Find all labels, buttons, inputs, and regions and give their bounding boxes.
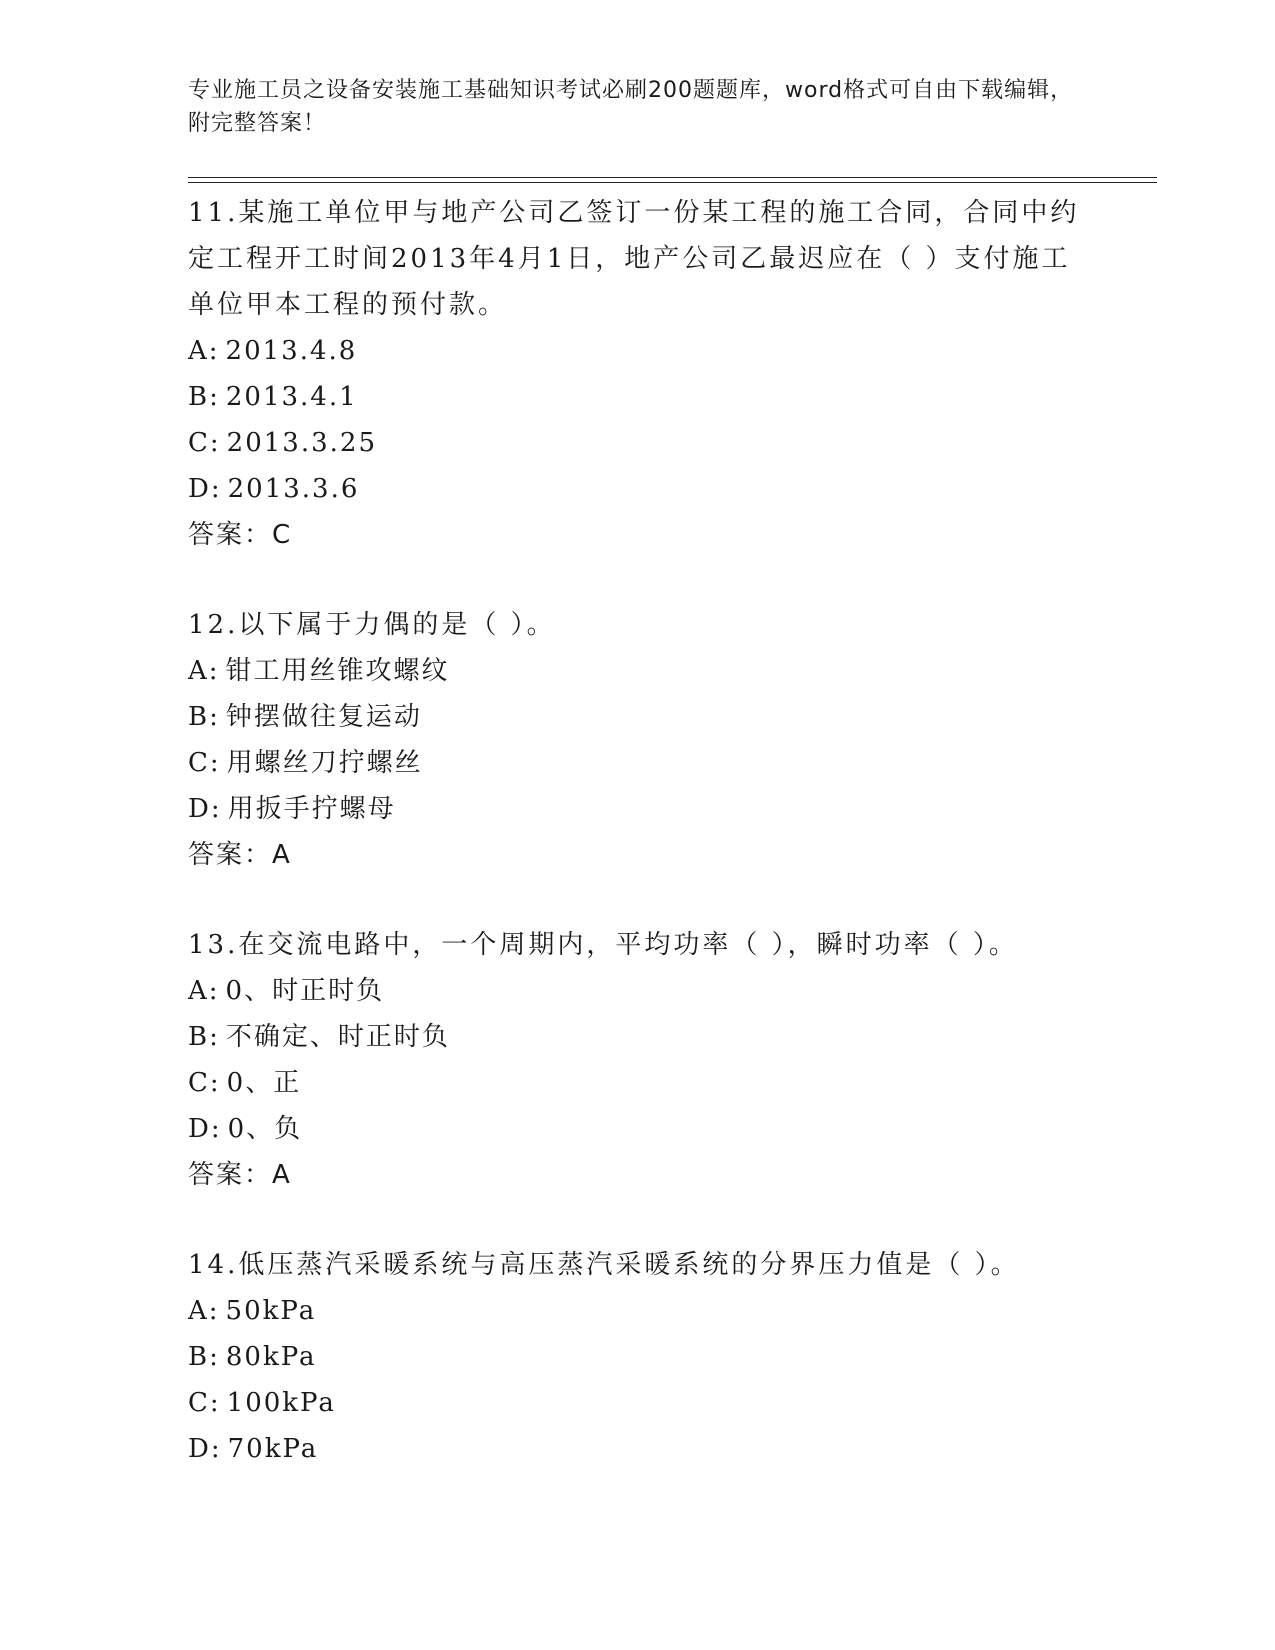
option-text: 钳工用丝锥攻螺纹 (225, 656, 450, 686)
question-12 (188, 602, 1088, 878)
option-c (188, 1380, 1088, 1426)
option-text: 2013.3.25 (226, 428, 377, 458)
option-letter: C: (188, 428, 221, 458)
option-text: 用螺丝刀拧螺丝 (226, 748, 423, 778)
question-stem: 14.低压蒸汽采暖系统与高压蒸汽采暖系统的分界压力值是（ ）。 (188, 1250, 1020, 1280)
option-text: 100kPa (226, 1388, 336, 1418)
option-text: 用扳手拧螺母 (227, 794, 396, 824)
option-text: 2013.3.6 (227, 474, 360, 504)
option-b (188, 1014, 1088, 1060)
option-letter: B: (188, 702, 220, 732)
option-text: 2013.4.8 (225, 336, 358, 366)
question-list (188, 190, 1088, 1516)
option-a (188, 328, 1088, 374)
option-letter: D: (188, 1434, 222, 1464)
option-text: 70kPa (227, 1434, 319, 1464)
option-b (188, 694, 1088, 740)
option-letter: B: (188, 1022, 220, 1052)
option-text: 2013.4.1 (225, 382, 358, 412)
option-letter: A: (188, 1296, 220, 1326)
option-d (188, 786, 1088, 832)
option-letter: C: (188, 1388, 221, 1418)
option-text: 钟摆做往复运动 (225, 702, 422, 732)
answer-label: 答案：C (188, 520, 293, 550)
option-d (188, 466, 1088, 512)
option-d (188, 1426, 1088, 1472)
answer-label: 答案：A (188, 1160, 292, 1190)
document-header: 专业施工员之设备安装施工基础知识考试必刷200题题库，word格式可自由下载编辑，附完整答案！ (188, 78, 1074, 136)
option-a (188, 648, 1088, 694)
option-b (188, 374, 1088, 420)
option-a (188, 1288, 1088, 1334)
answer-label: 答案：A (188, 840, 292, 870)
question-14 (188, 1242, 1088, 1472)
question-stem: 12.以下属于力偶的是（ ）。 (188, 610, 556, 640)
option-letter: C: (188, 748, 221, 778)
question-stem: 11.某施工单位甲与地产公司乙签订一份某工程的施工合同，合同中约定工程开工时间2013年4月1日，地产公司乙最迟应在（ ）支付施工单位甲本工程的预付款。 (188, 198, 1080, 320)
option-text: 80kPa (225, 1342, 317, 1372)
option-letter: D: (188, 1114, 222, 1144)
question-11 (188, 190, 1088, 558)
question-13 (188, 922, 1088, 1198)
option-letter: A: (188, 656, 220, 686)
option-text: 不确定、时正时负 (225, 1022, 450, 1052)
option-text: 0、正 (226, 1068, 302, 1098)
option-letter: C: (188, 1068, 221, 1098)
option-letter: B: (188, 1342, 220, 1372)
option-letter: A: (188, 976, 220, 1006)
option-text: 0、时正时负 (225, 976, 385, 1006)
question-stem: 13.在交流电路中，一个周期内，平均功率（ ），瞬时功率（ ）。 (188, 930, 1018, 960)
header-divider-top (188, 177, 1157, 178)
option-c (188, 740, 1088, 786)
option-letter: B: (188, 382, 220, 412)
option-letter: D: (188, 794, 222, 824)
option-text: 50kPa (225, 1296, 317, 1326)
header-divider-bottom (188, 182, 1157, 183)
option-d (188, 1106, 1088, 1152)
option-letter: A: (188, 336, 220, 366)
option-a (188, 968, 1088, 1014)
option-b (188, 1334, 1088, 1380)
option-c (188, 1060, 1088, 1106)
option-c (188, 420, 1088, 466)
option-text: 0、负 (227, 1114, 303, 1144)
option-letter: D: (188, 474, 222, 504)
